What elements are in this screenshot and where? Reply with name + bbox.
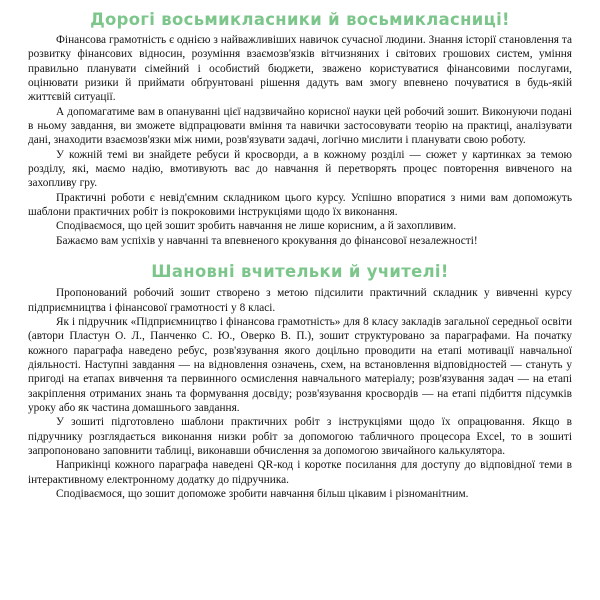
paragraph: Фінансова грамотність є однією з найважливіших навичок сучасної людини. Знання історії становлення та розвитку фінансових відносин, розуміння взаємозв'язків вітчизняних і світових грошових систем, уміння правильно планувати сімейний і особистий бюджети, зважено користуватися фінансовими послугами, оцінювати ризики й приймати обґрунтовані рішення дадуть вам змогу впевнено почуватися в будь-якій життєвій ситуації.	[28, 34, 572, 104]
paragraph: Пропонований робочий зошит створено з метою підсилити практичний складник у вивченні курсу підприємництва і фінансової грамотності у 8 класі.	[28, 287, 572, 314]
paragraph: У зошиті підготовлено шаблони практичних робіт з інструкціями щодо їх опрацювання. Якщо в підручнику розглядається виконання низки робіт за допомогою табличного процесора Excel, то в зошиті запропоновано заповнити таблиці, виконавши обчислення за допомогою звичайного калькулятора.	[28, 416, 572, 457]
page-title-students: Дорогі восьмикласники й восьмикласниці!	[90, 10, 510, 29]
page-title-teachers: Шановні вчительки й учителі!	[151, 262, 449, 282]
paragraph: Сподіваємося, що цей зошит зробить навчання не лише корисним, а й захопливим.	[56, 220, 457, 233]
section-teachers	[28, 248, 572, 501]
paragraph: Сподіваємося, що зошит допоможе зробити навчання більш цікавим і різноманітним.	[56, 487, 469, 500]
paragraph: Практичні роботи є невід'ємним складником цього курсу. Успішно впоратися з ними вам допоможуть шаблони практичних робіт із покроковими інструкціями щодо їх виконання.	[28, 191, 572, 219]
paragraph: А допомагатиме вам в опануванні цієї надзвичайно корисної науки цей робочий зошит. Виконуючи подані в ньому завдання, ви зможете відпрацювати вміння та навички застосовувати теорію на практиці, аналізувати дані, знаходити взаємозв'язки між ними, розв'язувати задачі, логічно мислити і планувати свою роботу.	[28, 105, 572, 147]
paragraph: У кожній темі ви знайдете ребуси й кросворди, а в кожному розділі — сюжет у картинках за темою розділу, які, маємо надію, вмотивують вас до навчання й перетворять процес повторення вивченого на захопливу гру.	[28, 148, 572, 190]
paragraph: Бажаємо вам успіхів у навчанні та впевненого крокування до фінансової незалежності!	[56, 234, 478, 247]
paragraph: Наприкінці кожного параграфа наведені QR-код і коротке посилання для доступу до відповідної теми в інтерактивному електронному додатку до підручника.	[28, 459, 572, 486]
paragraph: Як і підручник «Підприємництво і фінансова грамотність» для 8 класу закладів загальної середньої освіти (автори Пластун О. Л., Панченко С. Ю., Оверко В. П.), зошит структуровано за параграфами. На початку кожного параграфа наведено ребус, розв'язування якого доцільно проводити на етапі мотивації навчальної діяльності. Наступні завдання — на відновлення означень, схем, на встановлення відповідностей — стануть у пригоді на етапах вивчення та первинного осмислення навчального матеріалу; розв'язування задач — на етапі закріплення отриманих знань та формування досвіду; розв'язування кросвордів — на етапі підбиття підсумків уроку або як частина домашнього завдання.	[28, 315, 572, 414]
section-students	[28, 6, 572, 248]
